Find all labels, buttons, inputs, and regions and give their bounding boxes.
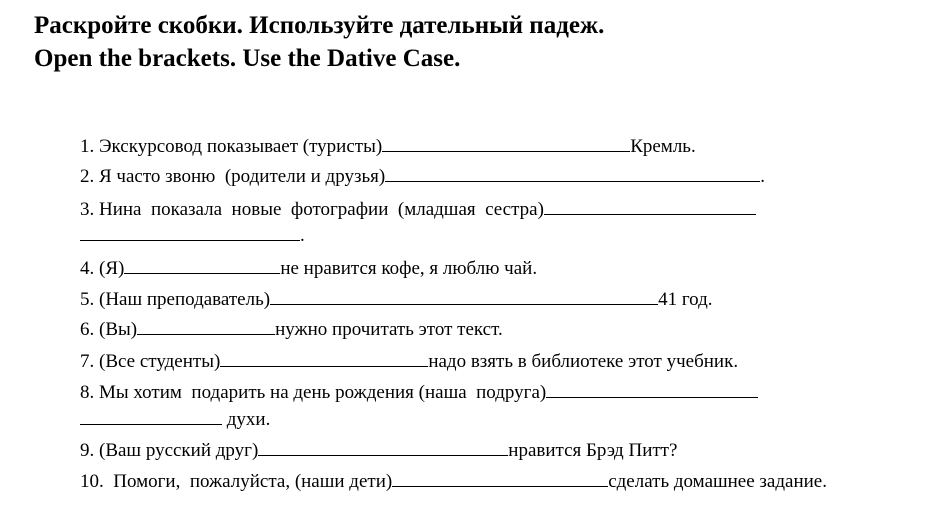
item-text: Мы хотим подарить на день рождения (наша подруга) (99, 382, 547, 403)
exercise-item-7 (80, 348, 738, 374)
answer-blank[interactable] (220, 348, 428, 367)
answer-blank[interactable] (546, 379, 758, 398)
item-text: (Ваш русский друг) (99, 440, 259, 461)
answer-blank[interactable] (392, 468, 608, 487)
answer-blank[interactable] (544, 196, 756, 215)
item-number: 8. (80, 382, 95, 403)
answer-blank[interactable] (258, 437, 508, 456)
answer-blank[interactable] (270, 286, 658, 305)
item-number: 1. (80, 136, 95, 157)
exercise-item-1 (80, 133, 696, 159)
exercise-item-2 (80, 163, 765, 189)
exercise-item-3 (80, 196, 756, 222)
answer-blank[interactable] (137, 316, 275, 335)
exercise-item-4 (80, 255, 537, 281)
title-russian: Раскройте скобки. Используйте дательный падеж. (34, 12, 605, 39)
answer-blank[interactable] (80, 406, 222, 425)
title-english: Open the brackets. Use the Dative Case. (34, 45, 461, 72)
item-text-after: сделать домашнее задание. (608, 471, 827, 492)
answer-blank[interactable] (382, 133, 630, 152)
item-number: 3. (80, 199, 95, 220)
item-number: 6. (80, 319, 95, 340)
item-text: Нина показала новые фотографии (младшая сестра) (99, 199, 544, 220)
answer-blank[interactable] (385, 163, 760, 182)
item-text-after: Кремль. (630, 136, 696, 157)
exercise-item-3-continuation (80, 222, 305, 248)
exercise-item-5 (80, 286, 713, 312)
item-number: 9. (80, 440, 95, 461)
exercise-item-10 (80, 468, 827, 494)
item-text-after: нужно прочитать этот текст. (275, 319, 503, 340)
exercise-item-8-continuation (80, 406, 270, 432)
exercise-item-9 (80, 437, 677, 463)
item-text-after: 41 год. (658, 289, 713, 310)
item-number: 4. (80, 258, 95, 279)
item-number: 7. (80, 351, 95, 372)
item-text: (Наш преподаватель) (99, 289, 271, 310)
answer-blank[interactable] (80, 222, 300, 241)
item-number: 10. (80, 471, 104, 492)
exercise-item-8 (80, 379, 758, 405)
item-text-after: . (760, 166, 765, 187)
item-number: 5. (80, 289, 95, 310)
answer-blank[interactable] (124, 255, 280, 274)
item-text-after: не нравится кофе, я люблю чай. (280, 258, 538, 279)
item-text: Экскурсовод показывает (туристы) (99, 136, 383, 157)
item-text: (Все студенты) (99, 351, 221, 372)
item-text-after: нравится Брэд Питт? (508, 440, 678, 461)
item-text-after: духи. (222, 409, 271, 430)
item-number: 2. (80, 166, 95, 187)
item-text-after: надо взять в библиотеке этот учебник. (428, 351, 739, 372)
item-text: Помоги, пожалуйста, (наши дети) (108, 471, 393, 492)
exercise-item-6 (80, 316, 503, 342)
item-text: Я часто звоню (родители и друзья) (99, 166, 386, 187)
item-text-after: . (300, 225, 305, 246)
item-text: (Вы) (99, 319, 138, 340)
item-text: (Я) (99, 258, 125, 279)
